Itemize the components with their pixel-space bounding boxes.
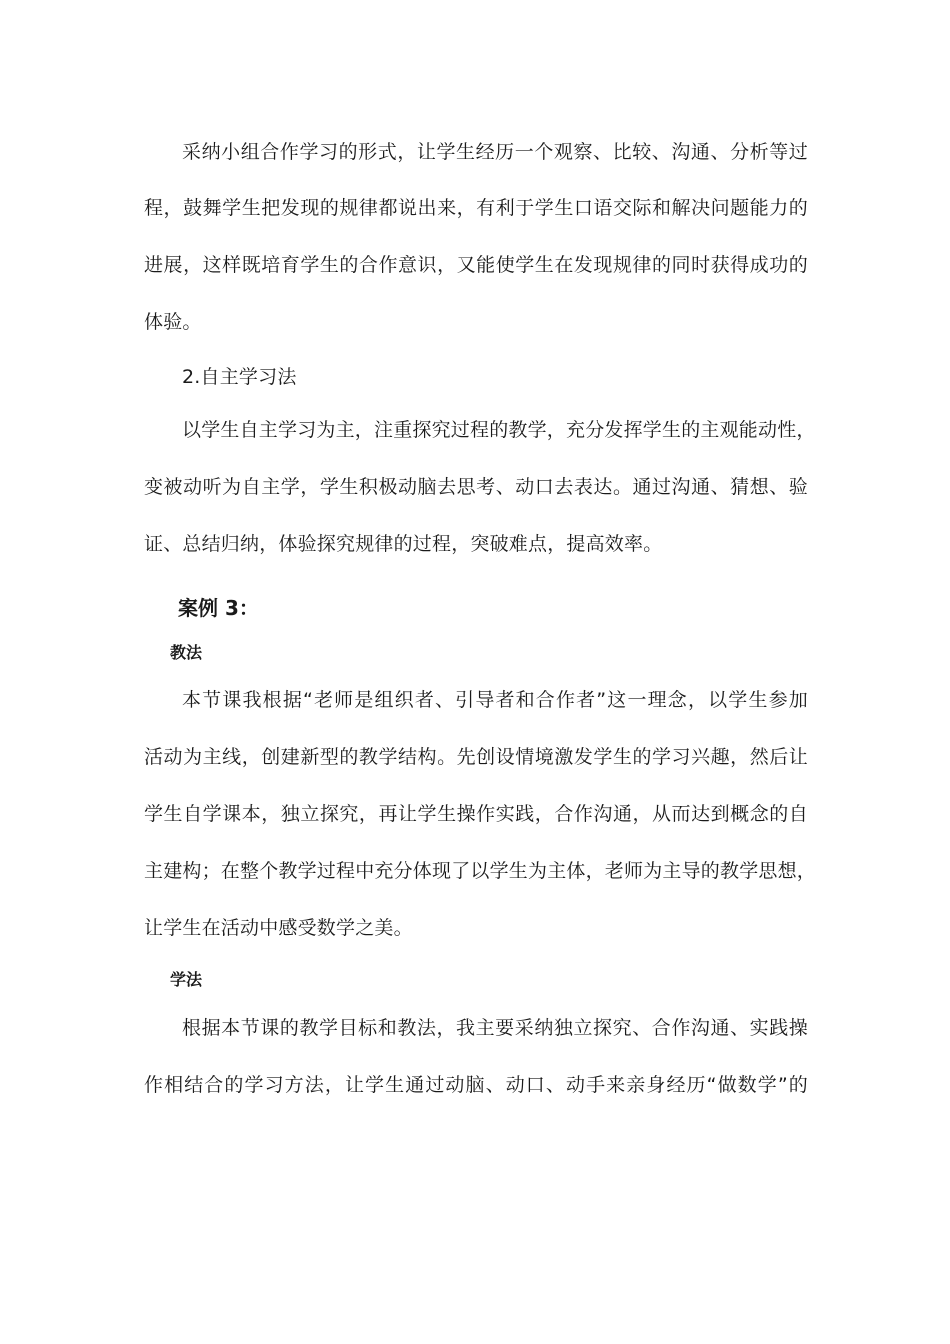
paragraph-1-line-1: 采纳小组合作学习的形式，让学生经历一个观察、比较、沟通、分析等过 (182, 141, 808, 163)
paragraph-4-line-1: 根据本节课的教学目标和教法，我主要采纳独立探究、合作沟通、实践操 (182, 1017, 808, 1039)
learning-method-heading: 学法 (170, 970, 203, 989)
paragraph-1-line-4: 体验。 (144, 311, 202, 333)
case-heading: 案例 3： (178, 596, 259, 620)
paragraph-1-line-3: 进展，这样既培育学生的合作意识，又能使学生在发现规律的同时获得成功的 (144, 254, 808, 276)
paragraph-2-line-2: 变被动听为自主学，学生积极动脑去思考、动口去表达。通过沟通、猜想、验 (144, 476, 808, 498)
teaching-method-heading: 教法 (170, 643, 203, 662)
paragraph-3-line-1: 本节课我根据“老师是组织者、引导者和合作者”这一理念，以学生参加 (182, 689, 808, 711)
paragraph-3-line-2: 活动为主线，创建新型的教学结构。先创设情境激发学生的学习兴趣，然后让 (144, 746, 808, 768)
section-heading-self-study: 2.自主学习法 (182, 366, 297, 388)
paragraph-2-line-3: 证、总结归纳，体验探究规律的过程，突破难点，提高效率。 (144, 533, 663, 555)
paragraph-1-line-2: 程，鼓舞学生把发现的规律都说出来，有利于学生口语交际和解决问题能力的 (144, 197, 808, 219)
paragraph-3-line-3: 学生自学课本，独立探究，再让学生操作实践，合作沟通，从而达到概念的自 (144, 803, 808, 825)
paragraph-2-line-1: 以学生自主学习为主，注重探究过程的教学，充分发挥学生的主观能动性， (182, 419, 816, 441)
paragraph-3-line-5: 让学生在活动中感受数学之美。 (144, 917, 413, 939)
paragraph-3-line-4: 主建构；在整个教学过程中充分体现了以学生为主体，老师为主导的教学思想， (144, 860, 817, 882)
paragraph-4-line-2: 作相结合的学习方法，让学生通过动脑、动口、动手来亲身经历“做数学”的 (144, 1074, 808, 1096)
